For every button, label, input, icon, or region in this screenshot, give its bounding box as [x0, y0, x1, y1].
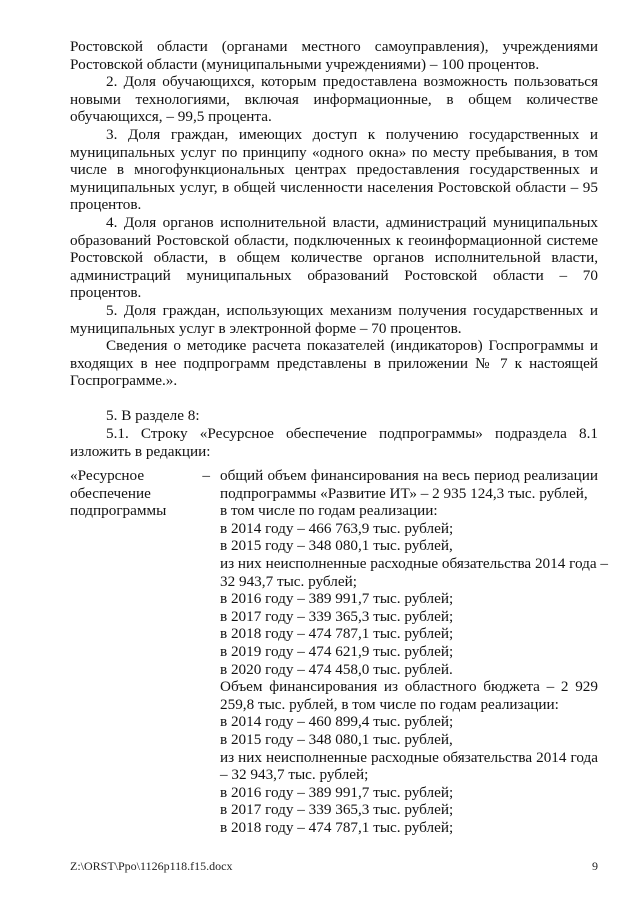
funding-line: из них неисполненные расходные обязательства 2014 года – — [220, 554, 608, 572]
funding-line: в 2019 году – 474 621,9 тыс. рублей; — [220, 642, 454, 660]
funding-line: в 2014 году – 460 899,4 тыс. рублей; — [220, 713, 454, 731]
paragraph-item-2: 2. Доля обучающихся, которым предоставлена возможность пользоваться новыми технологиями, включая информационные, в общем количестве обучающихся, – 99,5 процента. — [70, 73, 598, 126]
funding-line: в 2018 году – 474 787,1 тыс. рублей; — [220, 625, 454, 643]
funding-line: в 2017 году – 339 365,3 тыс. рублей; — [220, 607, 454, 625]
section-heading: 5. В разделе 8: — [106, 407, 200, 425]
funding-line: в 2018 году – 474 787,1 тыс. рублей; — [220, 818, 454, 836]
paragraph-continuation: Ростовской области (органами местного самоуправления), учреждениями Ростовской области (муниципальными учреждениями) – 100 процентов. — [70, 38, 598, 73]
resource-table-content — [220, 467, 608, 836]
label-line: обеспечение — [70, 484, 151, 502]
paragraph-methodology: Сведения о методике расчета показателей (индикаторов) Госпрограммы и входящих в нее подпрограмм представлены в приложении № 7 к настоящей Госпрограмме.». — [70, 337, 598, 390]
label-dash: – — [202, 467, 210, 484]
funding-line: в 2014 году – 466 763,9 тыс. рублей; — [220, 519, 454, 537]
label-line: «Ресурсное — [70, 467, 145, 484]
funding-total: общий объем финансирования на весь период реализации подпрограммы «Развитие ИТ» – 2 935 124,3 тыс. рублей, — [220, 467, 598, 502]
resource-table-label — [70, 467, 195, 520]
funding-line: из них неисполненные расходные обязательства 2014 года – 32 943,7 тыс. рублей; — [220, 748, 598, 784]
page-number: 9 — [592, 859, 598, 873]
funding-line: 32 943,7 тыс. рублей; — [220, 572, 357, 590]
document-body — [70, 38, 598, 460]
funding-line: в 2017 году – 339 365,3 тыс. рублей; — [220, 801, 454, 819]
regional-budget-total: Объем финансирования из областного бюджета – 2 929 259,8 тыс. рублей, в том числе по годам реализации: — [220, 678, 598, 713]
funding-line: в том числе по годам реализации: — [220, 502, 438, 520]
funding-line: в 2015 году – 348 080,1 тыс. рублей, — [220, 537, 453, 555]
funding-line: в 2016 году – 389 991,7 тыс. рублей; — [220, 783, 454, 801]
funding-line: в 2015 году – 348 080,1 тыс. рублей, — [220, 730, 453, 748]
paragraph-item-5: 5. Доля граждан, использующих механизм получения государственных и муниципальных услуг в электронной форме – 70 процентов. — [70, 301, 598, 337]
paragraph-5-1: 5.1. Строку «Ресурсное обеспечение подпрограммы» подраздела 8.1 изложить в редакции: — [70, 425, 598, 460]
funding-line: в 2016 году – 389 991,7 тыс. рублей; — [220, 590, 454, 608]
paragraph-item-3: 3. Доля граждан, имеющих доступ к получению государственных и муниципальных услуг по принципу «одного окна» по месту пребывания, в том числе в многофункциональных центрах предоставления государственных и муниципальных услуг, в общей численности населения Ростовской области – 95 процентов. — [70, 125, 598, 214]
file-path: Z:\ORST\Ppo\1126p118.f15.docx — [70, 859, 233, 873]
funding-line: в 2020 году – 474 458,0 тыс. рублей. — [220, 660, 453, 678]
label-line: подпрограммы — [70, 502, 167, 520]
paragraph-item-4: 4. Доля органов исполнительной власти, администраций муниципальных образований Ростовской области, подключенных к геоинформационной системе Ростовской области, в общем количестве органов исполнительной власти, администраций муниципальных образований Ростовской области – 70 процентов. — [70, 213, 598, 302]
